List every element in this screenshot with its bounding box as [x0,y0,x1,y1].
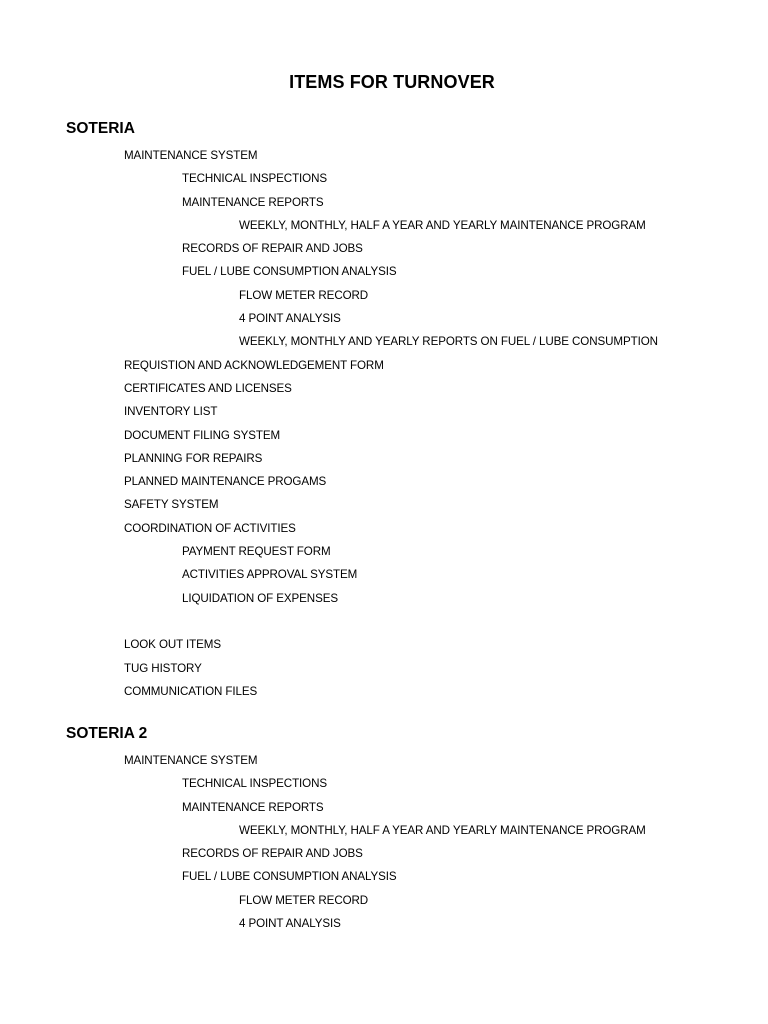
list-item: WEEKLY, MONTHLY AND YEARLY REPORTS ON FUEL / LUBE CONSUMPTION [239,335,658,349]
list-item: REQUISTION AND ACKNOWLEDGEMENT FORM [124,358,384,372]
list-item: COMMUNICATION FILES [124,684,258,698]
list-item: ACTIVITIES APPROVAL SYSTEM [182,568,358,582]
list-item: TUG HISTORY [124,661,202,675]
list-item: PAYMENT REQUEST FORM [182,545,331,559]
list-item: LOOK OUT ITEMS [124,638,221,652]
section-title: SOTERIA [66,120,135,137]
list-item: MAINTENANCE REPORTS [182,195,324,209]
list-item: WEEKLY, MONTHLY, HALF A YEAR AND YEARLY MAINTENANCE PROGRAM [239,218,646,232]
list-item: PLANNED MAINTENANCE PROGAMS [124,475,327,489]
list-item: MAINTENANCE SYSTEM [124,149,258,162]
list-item: DOCUMENT FILING SYSTEM [124,428,281,442]
list-item: SAFETY SYSTEM [124,498,219,512]
list-item: 4 POINT ANALYSIS [239,312,341,326]
list-item: PLANNING FOR REPAIRS [124,451,263,465]
list-item: LIQUIDATION OF EXPENSES [182,591,338,605]
list-item: CERTIFICATES AND LICENSES [124,381,292,395]
list-item: FUEL / LUBE CONSUMPTION ANALYSIS [182,870,397,884]
list-item: INVENTORY LIST [124,405,218,419]
list-item: 4 POINT ANALYSIS [239,917,341,931]
list-item: FLOW METER RECORD [239,288,369,302]
list-item: TECHNICAL INSPECTIONS [182,172,327,186]
item-list [0,749,768,935]
list-item: COORDINATION OF ACTIVITIES [124,521,296,535]
section-title: SOTERIA 2 [66,725,148,742]
list-item: MAINTENANCE REPORTS [182,800,324,814]
page-title: ITEMS FOR TURNOVER [289,72,495,92]
item-list [0,144,768,703]
list-item: RECORDS OF REPAIR AND JOBS [182,242,363,256]
list-item: TECHNICAL INSPECTIONS [182,777,327,791]
list-item: MAINTENANCE SYSTEM [124,754,258,767]
blank-line [0,610,768,633]
list-item: WEEKLY, MONTHLY, HALF A YEAR AND YEARLY MAINTENANCE PROGRAM [239,823,646,837]
list-item: RECORDS OF REPAIR AND JOBS [182,847,363,861]
list-item: FLOW METER RECORD [239,893,369,907]
list-item: FUEL / LUBE CONSUMPTION ANALYSIS [182,265,397,279]
